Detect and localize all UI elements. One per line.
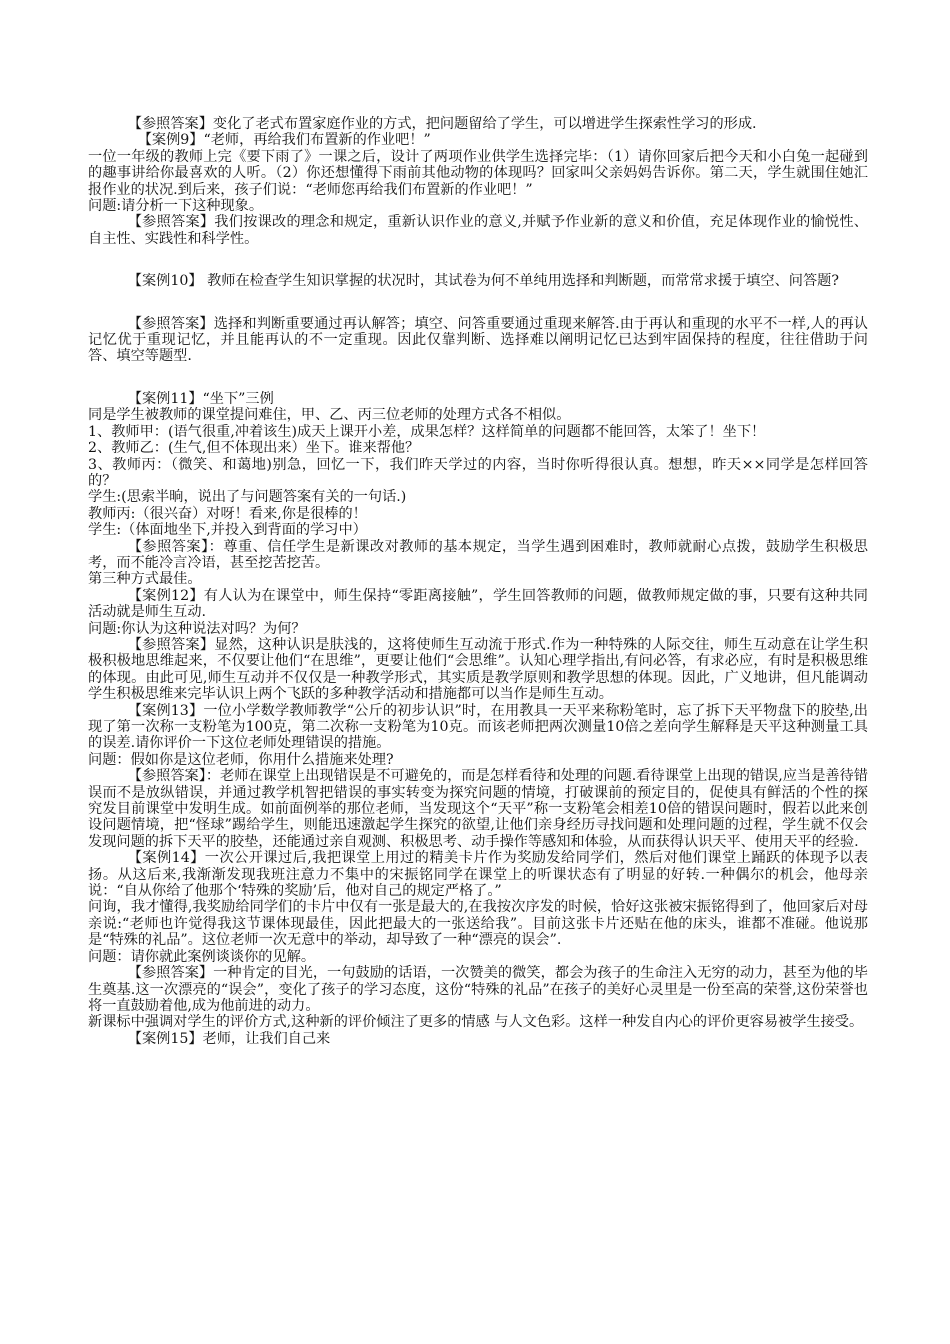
paragraph: 问题：请你就此案例谈谈你的见解。 [88,948,316,965]
paragraph: 【参照答案】显然，这种认识是肤浅的，这将使师生互动流于形式.作为一种特殊的人际交往，师生互动意在让学生积极积极地思维起来，不仅要让他们“在思维”，更要让他们“会思维”。认知心理学指出,有问必答，有求必应，有时是积极思维的体现。由此可见,师生互动并不仅仅是一种教学形式，其实质是教学原则和教学思想的体现。因此，广义地讲，但凡能调动学生积极思维来完毕认识上两个飞跃的多种教学活动和措施都可以当作是师生互动。 [88,636,868,703]
paragraph: 【案例9】“老师，再给我们布置新的作业吧！” [137,132,431,149]
paragraph: 第三种方式最佳。 [88,571,202,588]
paragraph: 【案例10】 教师在检查学生知识掌握的状况时，其试卷为何不单纯用选择和判断题，而常常求援于填空、问答题? [127,273,839,290]
paragraph: 【案例11】“坐下”三例 [127,390,274,407]
paragraph: 3、教师丙：（微笑、和蔼地)别急，回忆一下，我们昨天学过的内容，当时你听得很认真。想想，昨天××同学是怎样回答的？ [88,456,868,489]
paragraph: 问题:你认为这种说法对吗？为何？ [88,620,306,637]
paragraph: 【参照答案】一种肯定的目光，一句鼓励的话语，一次赞美的微笑，都会为孩子的生命注入无穷的动力，甚至为他的毕生奠基.这一次漂亮的“误会”，变化了孩子的学习态度，这份“特殊的礼品”在孩子的美好心灵里是一份至高的荣誉,这份荣誉也将一直鼓励着他,成为他前进的动力。 [88,965,868,1014]
paragraph: 新课标中强调对学生的评价方式,这种新的评价倾注了更多的情感 与人文色彩。这样一种发自内心的评价更容易被学生接受。 [88,1014,864,1031]
paragraph: 教师丙:（很兴奋）对呀！看来,你是很棒的！ [88,505,367,522]
paragraph: 【案例15】老师，让我们自己来 [127,1030,331,1047]
paragraph: 问题:请分析一下这种现象。 [88,198,264,215]
paragraph: 1、教师甲：(语气很重,冲着该生)成天上课开小差，成果怎样？这样简单的问题都不能回答，太笨了！坐下！ [88,423,766,440]
paragraph: 问题：假如你是这位老师，你用什么措施来处理? [88,751,394,768]
paragraph: 【参照答案】我们按课改的理念和规定，重新认识作业的意义,并赋予作业新的意义和价值，充足体现作业的愉悦性、自主性、实践性和科学性。 [88,214,868,247]
document-page [88,116,868,1047]
paragraph: 【参照答案】选择和判断重要通过再认解答；填空、问答重要通过重现来解答.由于再认和重现的水平不一样,人的再认记忆优于重现记忆，并且能再认的不一定重现。因此仅靠判断、选择难以阐明记忆已达到牢固保持的程度，往往借助于问答、填空等题型. [88,315,868,365]
paragraph: 问询，我才懂得,我奖励给同学们的卡片中仅有一张是最大的,在我按次序发的时候，恰好这张被宋振铭得到了，他回家后对母亲说:“老师也许觉得我这节课体现最佳，因此把最大的一张送给我”。目前这张卡片还贴在他的床头，谁都不准碰。他说那是“特殊的礼品”。这位老师一次无意中的举动，却导致了一种“漂亮的误会”. [88,899,868,949]
paragraph: 一位一年级的教师上完《要下雨了》一课之后，设计了两项作业供学生选择完毕：（1）请你回家后把今天和小白兔一起碰到的趣事讲给你最喜欢的人听。（2）你还想懂得下雨前其他动物的体现吗？回家叫父亲妈妈告诉你。第二天，学生就围住她汇报作业的状况.到后来，孩子们说：“老师您再给我们布置新的作业吧！” [88,148,868,198]
paragraph: 【参照答案】：尊重、信任学生是新课改对教师的基本规定，当学生遇到困难时，教师就耐心点拨，鼓励学生积极思考，而不能冷言冷语，甚至挖苦挖苦。 [88,538,868,571]
paragraph: 【案例13】一位小学数学教师教学“公斤的初步认识”时，在用教具一天平来称粉笔时，忘了拆下天平物盘下的胶垫,出现了第一次称一支粉笔为100克，第二次称一支粉笔为10克。而该老师把两次测量10倍之差向学生解释是天平这种测量工具的误差.请你评价一下这位老师处理错误的措施。 [88,702,868,752]
paragraph: 学生:(思索半晌，说出了与问题答案有关的一句话.) [88,489,407,506]
paragraph: 【参照答案】：老师在课堂上出现错误是不可避免的，而是怎样看待和处理的问题.看待课堂上出现的错误,应当是善待错误而不是放纵错误，并通过教学机智把错误的事实转变为探究问题的情境，打破课前的预定目的，促使具有鲜活的个性的探究发目前课堂中发明生成。如前面例举的那位老师，当发现这个“天平”称一支粉笔会相差10倍的错误问题时，假若以此来创设问题情境，把“怪球”踢给学生，则能迅速激起学生探究的欲望,让他们亲身经历寻找问题和处理问题的过程，学生就不仅会发现问题的拆下天平的胶垫，还能通过亲自观测、积极思考、动手操作等感知和体验，从而获得认识天平、使用天平的经验. [88,768,868,850]
paragraph: 【案例14】一次公开课过后,我把课堂上用过的精美卡片作为奖励发给同学们，然后对他们课堂上踊跃的体现予以表扬。从这后来,我渐渐发现我班注意力不集中的宋振铭同学在课堂上的听课状态有了明显的好转.一种偶尔的机会，他母亲说：“自从你给了他那个‘特殊的奖励’后，他对自己的规定严格了。” [88,850,868,900]
paragraph: 2、教师乙：(生气,但不体现出来）坐下。谁来帮他？ [88,440,420,457]
paragraph: 学生:（体面地坐下,并投入到背面的学习中） [88,522,367,539]
paragraph: 【案例12】有人认为在课堂中，师生保持“零距离接触”，学生回答教师的问题，做教师规定做的事，只要有这种共同活动就是师生互动. [88,587,868,621]
paragraph: 【参照答案】变化了老式布置家庭作业的方式，把问题留给了学生，可以增进学生探索性学习的形成. [127,116,757,132]
paragraph: 同是学生被教师的课堂提问难住，甲、乙、丙三位老师的处理方式各不相似。 [88,407,571,424]
